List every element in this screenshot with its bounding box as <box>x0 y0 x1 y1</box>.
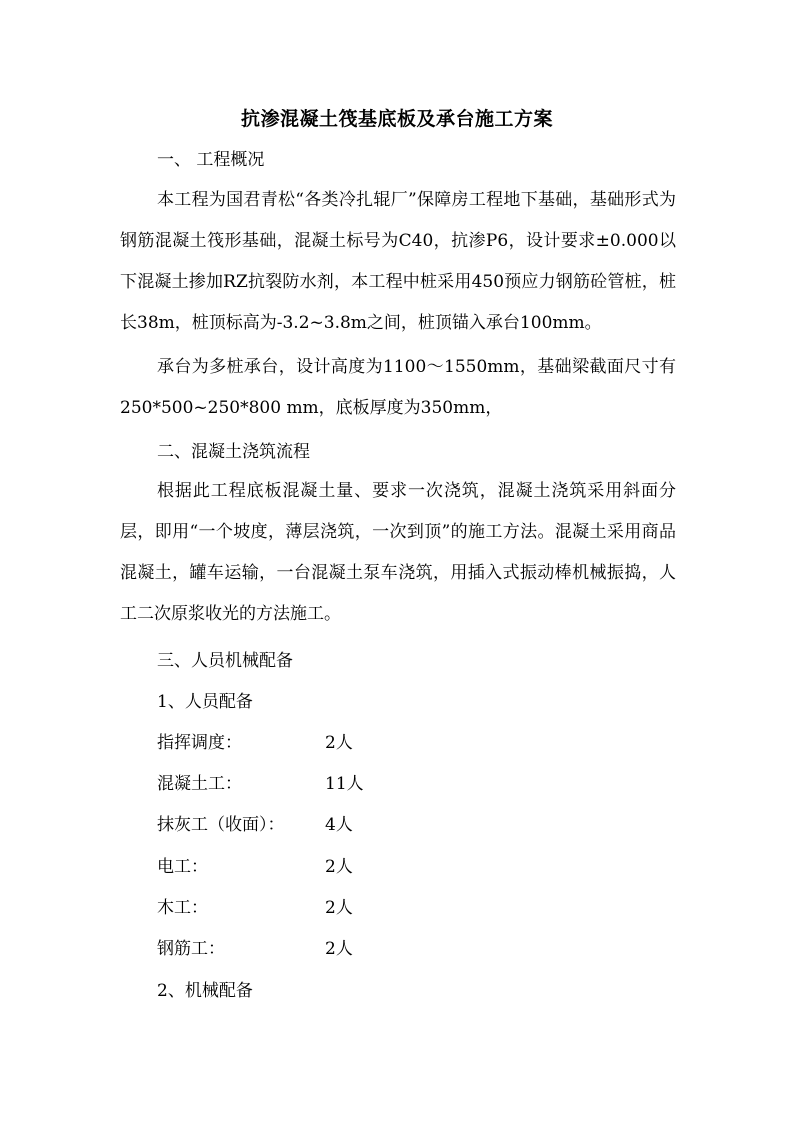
section-1-paragraph-1: 本工程为国君青松“各类冷扎辊厂”保障房工程地下基础，基础形式为钢筋混凝土筏形基础，混凝土标号为C40，抗渗P6，设计要求±0.000以下混凝土掺加RZ抗裂防水剂，本工程中桩采用450预应力钢筋砼管桩，桩长38m，桩顶标高为-3.2~3.8m之间，桩顶锚入承台100mm。 <box>120 190 676 333</box>
staff-count: 2人 <box>325 857 353 877</box>
staff-role: 抹灰工（收面）： <box>157 815 285 835</box>
staff-row <box>157 896 577 920</box>
staff-role: 电工： <box>157 857 208 877</box>
staff-role: 木工： <box>157 898 208 918</box>
staff-count: 2人 <box>325 733 353 753</box>
staff-count: 11人 <box>325 774 364 794</box>
section-3-heading: 三、人员机械配备 <box>157 651 293 671</box>
subsection-equipment-heading: 2、机械配备 <box>157 981 253 1001</box>
staff-row <box>157 937 577 961</box>
staff-row <box>157 813 577 837</box>
subsection-staffing-heading: 1、人员配备 <box>157 692 253 712</box>
staff-role: 指挥调度： <box>157 733 242 753</box>
staff-count: 4人 <box>325 815 353 835</box>
document-title: 抗渗混凝土筏基底板及承台施工方案 <box>240 108 553 130</box>
staff-row <box>157 731 577 755</box>
section-1-heading: 一、 工程概况 <box>157 150 265 170</box>
section-2-paragraph-1: 根据此工程底板混凝土量、要求一次浇筑，混凝土浇筑采用斜面分层，即用“一个坡度，薄层浇筑，一次到顶”的施工方法。混凝土采用商品混凝土，罐车运输，一台混凝土泵车浇筑，用插入式振动棒机械振捣，人工二次原浆收光的方法施工。 <box>120 481 676 624</box>
staff-count: 2人 <box>325 939 353 959</box>
section-2-heading: 二、混凝土浇筑流程 <box>157 442 310 462</box>
staff-row <box>157 855 577 879</box>
staff-role: 钢筋工： <box>157 939 225 959</box>
staff-role: 混凝土工： <box>157 774 242 794</box>
section-1-paragraph-2: 承台为多桩承台，设计高度为1100～1550mm，基础梁截面尺寸有250*500~250*800 mm，底板厚度为350mm， <box>120 357 676 418</box>
staff-count: 2人 <box>325 898 353 918</box>
staff-row <box>157 772 577 796</box>
